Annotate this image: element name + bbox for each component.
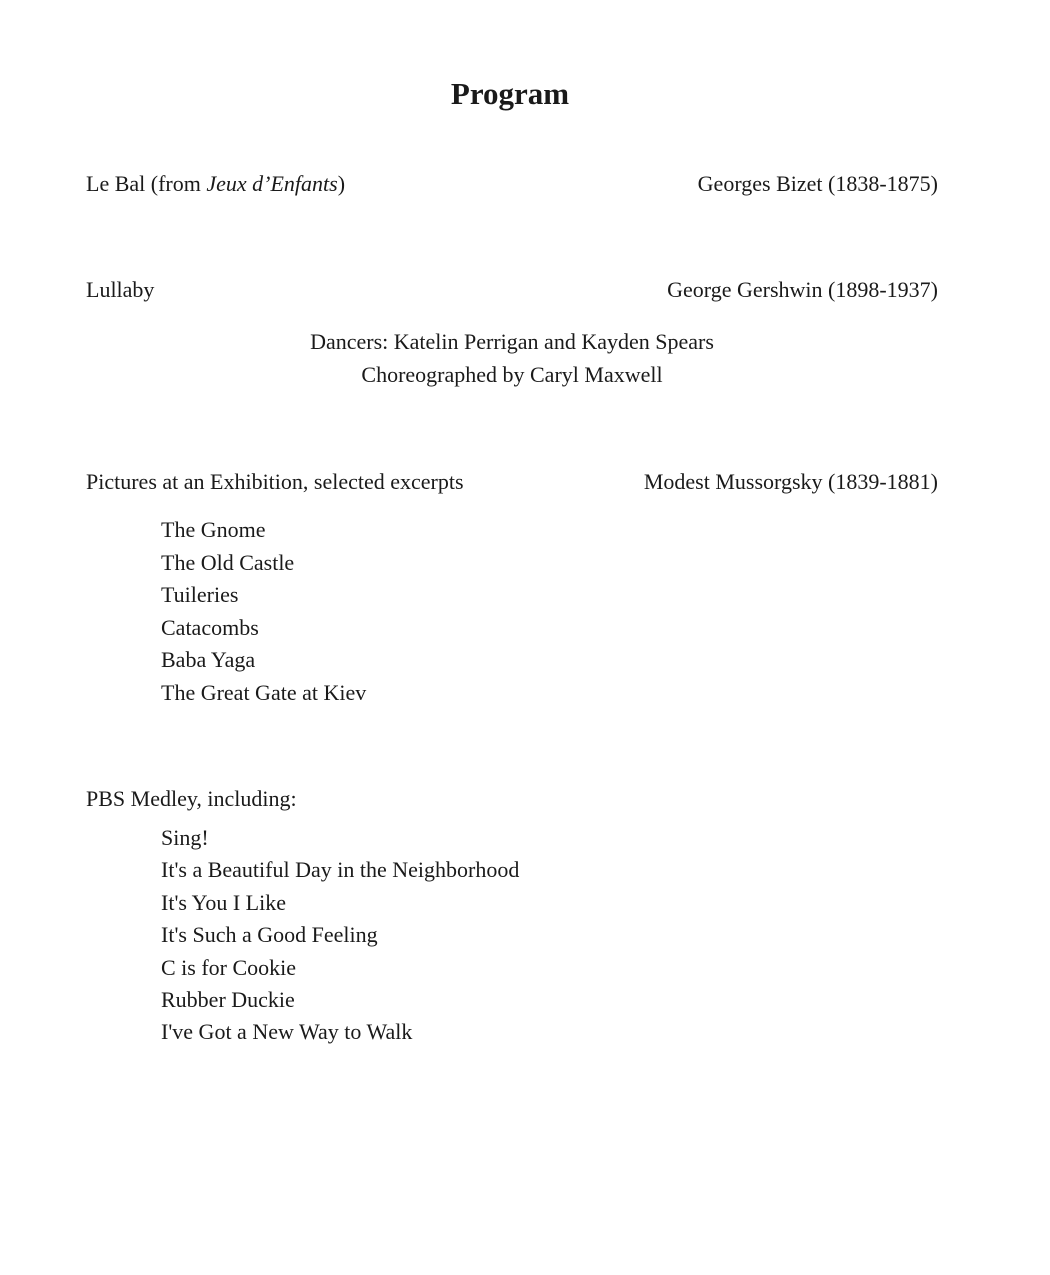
- list-item: It's Such a Good Feeling: [161, 922, 378, 948]
- list-item: Rubber Duckie: [161, 987, 295, 1013]
- list-item: Sing!: [161, 825, 209, 850]
- movement-list: [161, 514, 366, 709]
- lullaby-credits: [0, 326, 1024, 391]
- list-item: The Great Gate at Kiev: [161, 679, 367, 705]
- list-item: It's a Beautiful Day in the Neighborhood: [161, 857, 520, 883]
- program-item-lullaby: [86, 276, 938, 304]
- program-item-pbs-medley: [86, 785, 938, 813]
- list-item: The Old Castle: [161, 549, 295, 575]
- piece-title: Le Bal (from Jeux d’Enfants): [86, 171, 346, 196]
- dancers-credit: Dancers: Katelin Perrigan and Kayden Spears: [310, 329, 714, 354]
- page-title: Program: [450, 76, 570, 111]
- list-item: Tuileries: [161, 582, 239, 607]
- list-item: Catacombs: [161, 614, 259, 640]
- list-item: I've Got a New Way to Walk: [161, 1019, 413, 1045]
- list-item: The Gnome: [161, 517, 266, 542]
- list-item: Baba Yaga: [161, 647, 256, 672]
- song-list: [161, 822, 519, 1049]
- composer: George Gershwin (1898-1937): [667, 277, 938, 302]
- choreographer-credit: Choreographed by Caryl Maxwell: [361, 361, 663, 387]
- piece-title: PBS Medley, including:: [86, 786, 297, 811]
- piece-title: Lullaby: [86, 277, 155, 302]
- program-item-pictures-at-an-exhibition: [86, 468, 938, 496]
- program-item-le-bal: [86, 170, 938, 198]
- composer: Modest Mussorgsky (1839-1881): [643, 469, 938, 494]
- piece-title: Pictures at an Exhibition, selected excerpts: [86, 469, 464, 494]
- list-item: C is for Cookie: [161, 954, 297, 980]
- list-item: It's You I Like: [161, 889, 286, 915]
- composer: Georges Bizet (1838-1875): [697, 171, 938, 196]
